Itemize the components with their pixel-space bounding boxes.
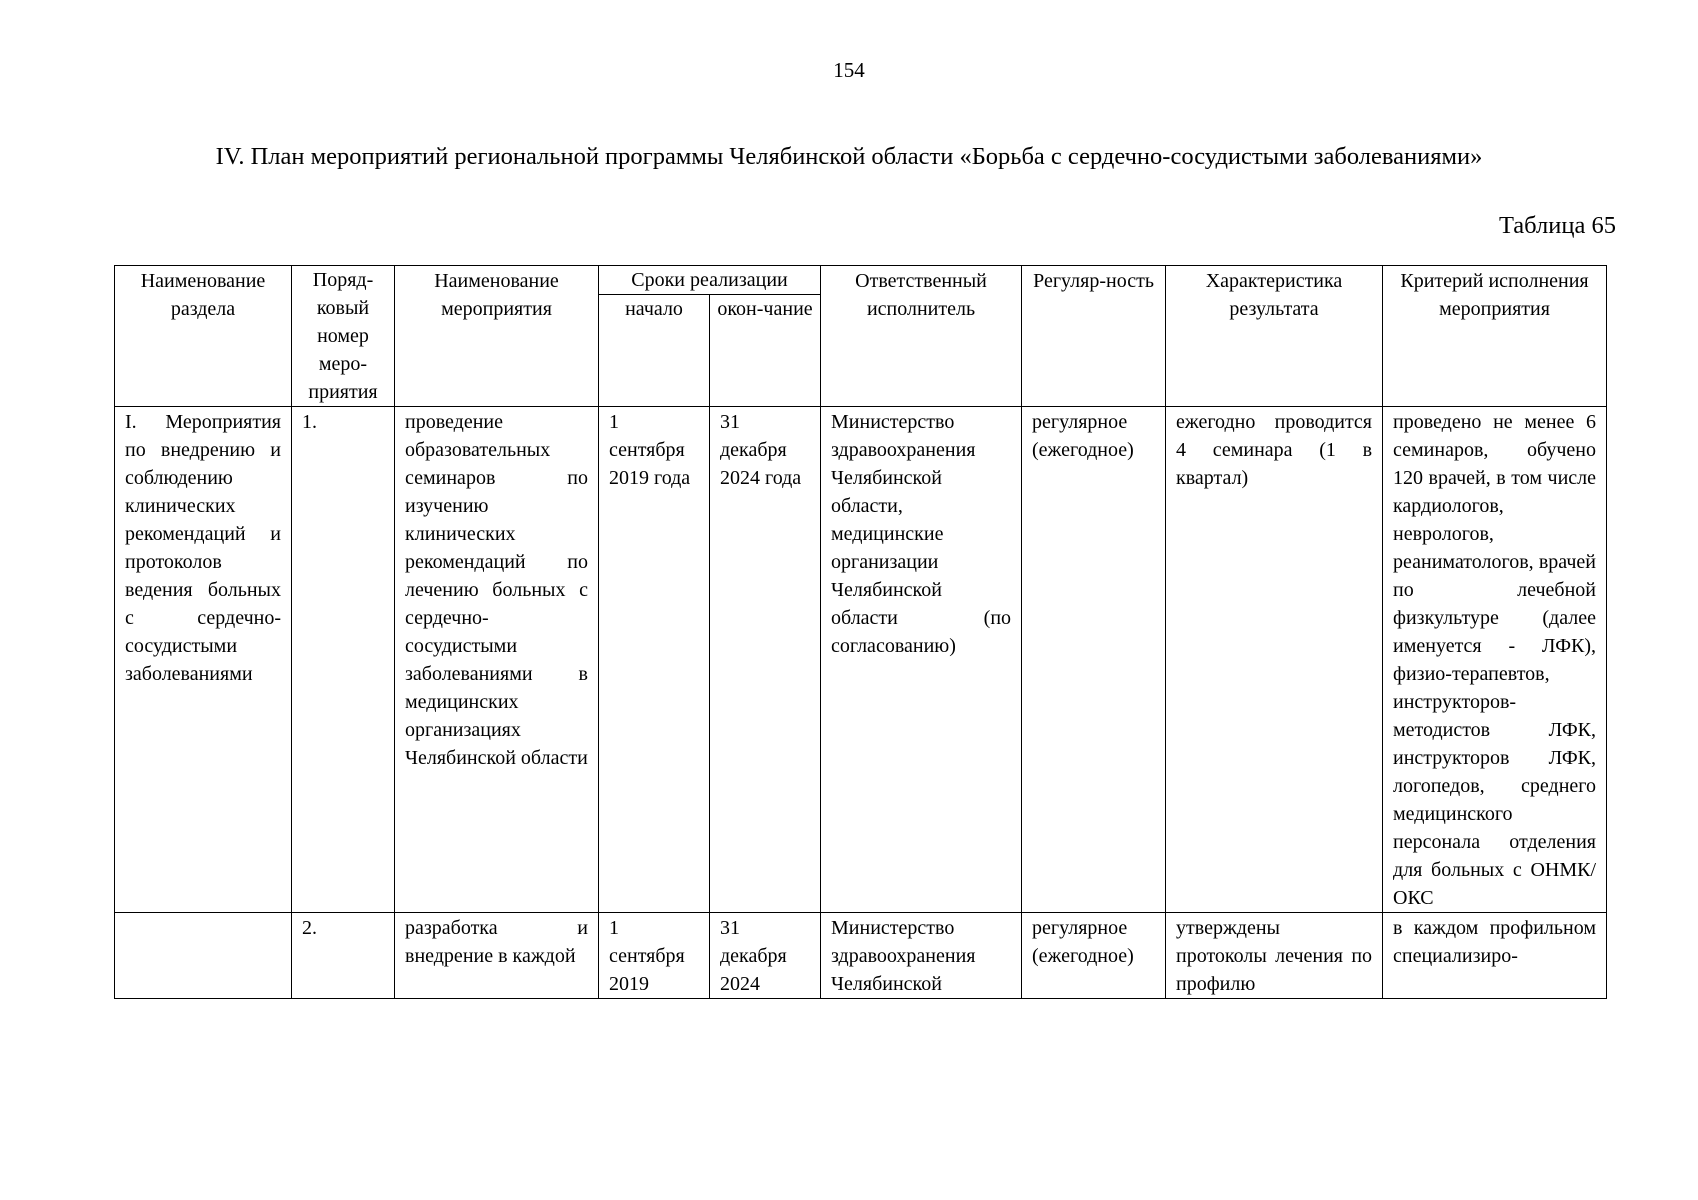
header-regularity: Регуляр-ность [1022,266,1166,407]
table-row [115,913,1607,999]
cell-criterion: в каждом профильном специализиро- [1383,913,1607,999]
cell-section: I. Мероприятия по внедрению и соблюдению клинических рекомендаций и протоколов ведения больных с сердечно-сосудистыми заболеваниями [115,407,292,913]
plan-table [114,265,1607,999]
cell-end: 31 декабря 2024 года [710,407,821,913]
header-criterion: Критерий исполнения мероприятия [1383,266,1607,407]
table-label: Таблица 65 [1498,212,1616,239]
header-start: начало [599,295,710,407]
cell-number: 2. [292,913,395,999]
table-header-row [115,266,1607,295]
cell-criterion: проведено не менее 6 семинаров, обучено 120 врачей, в том числе кардиологов, неврологов, реаниматологов, врачей по лечебной физкультуре (далее именуется - ЛФК), физио-терапевтов, инструкторов-методистов ЛФК, инструкторов ЛФК, логопедов, среднего медицинского персонала отделения для больных с ОНМК/ОКС [1383,407,1607,913]
header-section: Наименование раздела [115,266,292,407]
header-number: Поряд-ковый номер меро-приятия [292,266,395,407]
cell-responsible: Министерство здравоохранения Челябинской [821,913,1022,999]
table-row [115,407,1607,913]
cell-number: 1. [292,407,395,913]
cell-section [115,913,292,999]
cell-start: 1 сентября 2019 года [599,407,710,913]
header-terms: Сроки реализации [599,266,821,295]
cell-end: 31 декабря 2024 [710,913,821,999]
cell-event: проведение образовательных семинаров по изучению клинических рекомендаций по лечению больных с сердечно-сосудистыми заболеваниями в медицинских организациях Челябинской области [395,407,599,913]
header-responsible: Ответственный исполнитель [821,266,1022,407]
cell-regularity: регулярное (ежегодное) [1022,407,1166,913]
cell-responsible: Министерство здравоохранения Челябинской области, медицинские организации Челябинской области (по согласованию) [821,407,1022,913]
cell-event: разработка и внедрение в каждой [395,913,599,999]
cell-result: утверждены протоколы лечения по профилю [1166,913,1383,999]
document-heading: IV. План мероприятий региональной программы Челябинской области «Борьба с сердечно-сосудистыми заболеваниями» [215,143,1483,170]
header-end: окон-чание [710,295,821,407]
cell-start: 1 сентября 2019 [599,913,710,999]
cell-regularity: регулярное (ежегодное) [1022,913,1166,999]
cell-result: ежегодно проводится 4 семинара (1 в квартал) [1166,407,1383,913]
header-result: Характеристика результата [1166,266,1383,407]
page-number: 154 [833,58,865,82]
header-event: Наименование мероприятия [395,266,599,407]
